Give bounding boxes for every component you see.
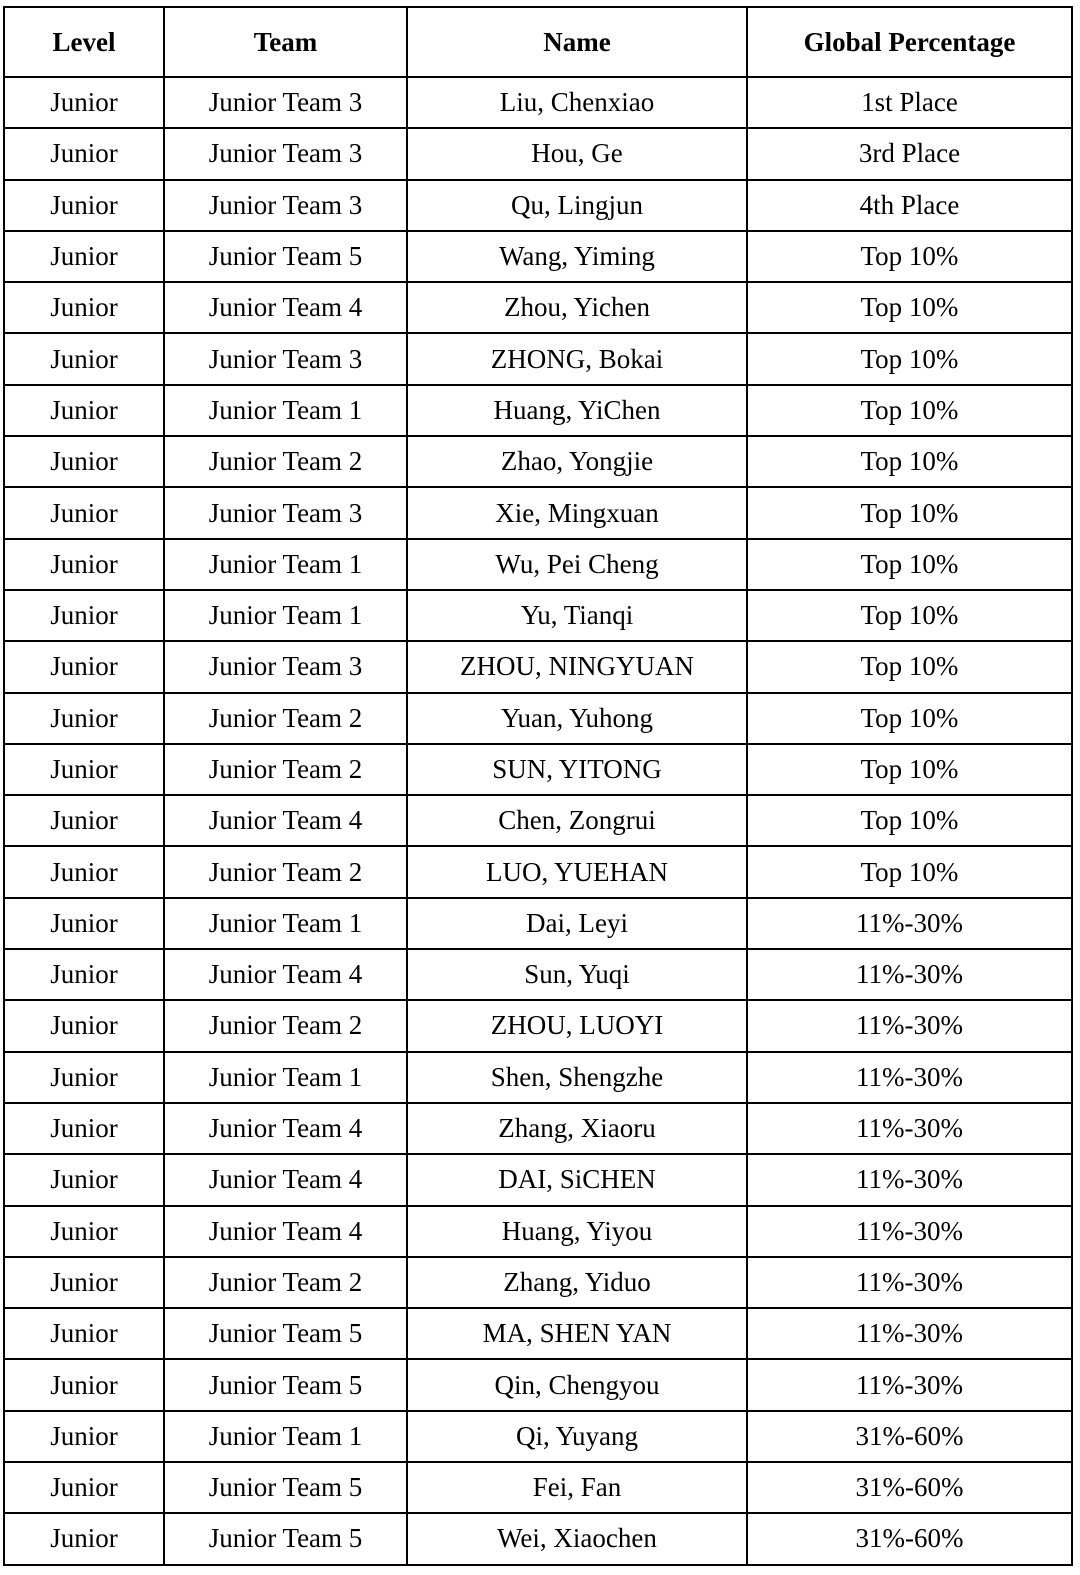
cell-team: Junior Team 3 [164,77,407,128]
cell-name: Shen, Shengzhe [407,1052,747,1103]
cell-team: Junior Team 5 [164,231,407,282]
table-body [4,77,1072,1565]
header-global-percentage: Global Percentage [747,7,1072,77]
cell-team: Junior Team 4 [164,1154,407,1205]
table-row [4,1257,1072,1308]
cell-name: MA, SHEN YAN [407,1308,747,1359]
cell-team: Junior Team 4 [164,949,407,1000]
cell-team: Junior Team 4 [164,1206,407,1257]
cell-name: ZHONG, Bokai [407,333,747,384]
cell-global-percentage: Top 10% [747,641,1072,692]
table-row [4,795,1072,846]
cell-name: Chen, Zongrui [407,795,747,846]
cell-team: Junior Team 4 [164,282,407,333]
cell-global-percentage: Top 10% [747,487,1072,538]
cell-level: Junior [4,436,164,487]
cell-global-percentage: Top 10% [747,436,1072,487]
cell-global-percentage: Top 10% [747,385,1072,436]
table-row [4,846,1072,897]
table-row [4,1308,1072,1359]
cell-level: Junior [4,282,164,333]
cell-global-percentage: 1st Place [747,77,1072,128]
cell-name: LUO, YUEHAN [407,846,747,897]
cell-level: Junior [4,1513,164,1564]
cell-global-percentage: Top 10% [747,231,1072,282]
table-row [4,180,1072,231]
cell-level: Junior [4,1257,164,1308]
cell-name: DAI, SiCHEN [407,1154,747,1205]
cell-level: Junior [4,1308,164,1359]
results-table [3,6,1073,1566]
cell-global-percentage: 11%-30% [747,898,1072,949]
table-row [4,1000,1072,1051]
cell-global-percentage: 31%-60% [747,1411,1072,1462]
cell-global-percentage: 11%-30% [747,1359,1072,1410]
cell-global-percentage: 11%-30% [747,1206,1072,1257]
cell-team: Junior Team 1 [164,385,407,436]
cell-level: Junior [4,1154,164,1205]
table-row [4,590,1072,641]
cell-global-percentage: 11%-30% [747,1308,1072,1359]
table-row [4,77,1072,128]
cell-team: Junior Team 1 [164,1052,407,1103]
cell-level: Junior [4,693,164,744]
cell-team: Junior Team 3 [164,333,407,384]
table-row [4,1154,1072,1205]
table-row [4,641,1072,692]
cell-team: Junior Team 5 [164,1462,407,1513]
cell-name: Zhang, Xiaoru [407,1103,747,1154]
cell-level: Junior [4,1411,164,1462]
cell-team: Junior Team 2 [164,846,407,897]
cell-global-percentage: Top 10% [747,795,1072,846]
cell-global-percentage: Top 10% [747,539,1072,590]
cell-name: Liu, Chenxiao [407,77,747,128]
cell-name: Zhou, Yichen [407,282,747,333]
cell-level: Junior [4,333,164,384]
cell-team: Junior Team 2 [164,1000,407,1051]
table-row [4,1513,1072,1564]
cell-name: Huang, Yiyou [407,1206,747,1257]
cell-name: ZHOU, NINGYUAN [407,641,747,692]
cell-name: Huang, YiChen [407,385,747,436]
table-row [4,1052,1072,1103]
cell-global-percentage: 3rd Place [747,128,1072,179]
cell-global-percentage: 11%-30% [747,1103,1072,1154]
cell-global-percentage: 31%-60% [747,1513,1072,1564]
cell-level: Junior [4,795,164,846]
cell-level: Junior [4,1000,164,1051]
table-row [4,128,1072,179]
cell-level: Junior [4,128,164,179]
cell-team: Junior Team 5 [164,1308,407,1359]
cell-team: Junior Team 3 [164,180,407,231]
cell-level: Junior [4,641,164,692]
header-row [4,7,1072,77]
cell-name: Fei, Fan [407,1462,747,1513]
cell-name: SUN, YITONG [407,744,747,795]
cell-level: Junior [4,590,164,641]
cell-global-percentage: 31%-60% [747,1462,1072,1513]
cell-level: Junior [4,1052,164,1103]
cell-team: Junior Team 2 [164,436,407,487]
cell-name: Qin, Chengyou [407,1359,747,1410]
cell-global-percentage: 11%-30% [747,1000,1072,1051]
cell-level: Junior [4,744,164,795]
cell-team: Junior Team 1 [164,1411,407,1462]
table-row [4,1462,1072,1513]
cell-global-percentage: Top 10% [747,744,1072,795]
cell-team: Junior Team 2 [164,693,407,744]
cell-level: Junior [4,487,164,538]
cell-global-percentage: Top 10% [747,333,1072,384]
cell-level: Junior [4,385,164,436]
cell-name: Wang, Yiming [407,231,747,282]
table-row [4,282,1072,333]
cell-level: Junior [4,539,164,590]
table-header [4,7,1072,77]
table-row [4,949,1072,1000]
cell-global-percentage: 11%-30% [747,1052,1072,1103]
cell-global-percentage: 11%-30% [747,1257,1072,1308]
cell-global-percentage: Top 10% [747,590,1072,641]
cell-name: Zhang, Yiduo [407,1257,747,1308]
table-row [4,487,1072,538]
cell-level: Junior [4,1462,164,1513]
table-row [4,693,1072,744]
cell-level: Junior [4,898,164,949]
header-level: Level [4,7,164,77]
cell-name: Qu, Lingjun [407,180,747,231]
cell-name: Sun, Yuqi [407,949,747,1000]
cell-level: Junior [4,846,164,897]
cell-name: Xie, Mingxuan [407,487,747,538]
cell-team: Junior Team 5 [164,1359,407,1410]
cell-name: Wu, Pei Cheng [407,539,747,590]
table-row [4,1103,1072,1154]
cell-team: Junior Team 2 [164,744,407,795]
table-row [4,231,1072,282]
cell-team: Junior Team 1 [164,539,407,590]
table-row [4,744,1072,795]
cell-team: Junior Team 5 [164,1513,407,1564]
cell-name: Yuan, Yuhong [407,693,747,744]
cell-name: ZHOU, LUOYI [407,1000,747,1051]
cell-level: Junior [4,1103,164,1154]
table-row [4,436,1072,487]
cell-global-percentage: Top 10% [747,282,1072,333]
cell-name: Hou, Ge [407,128,747,179]
cell-level: Junior [4,1206,164,1257]
cell-team: Junior Team 2 [164,1257,407,1308]
header-team: Team [164,7,407,77]
cell-team: Junior Team 1 [164,898,407,949]
cell-name: Yu, Tianqi [407,590,747,641]
table-row [4,385,1072,436]
cell-global-percentage: Top 10% [747,693,1072,744]
cell-team: Junior Team 1 [164,590,407,641]
cell-name: Wei, Xiaochen [407,1513,747,1564]
cell-team: Junior Team 3 [164,641,407,692]
cell-level: Junior [4,1359,164,1410]
table-row [4,539,1072,590]
cell-global-percentage: 4th Place [747,180,1072,231]
cell-team: Junior Team 4 [164,1103,407,1154]
cell-global-percentage: Top 10% [747,846,1072,897]
table-row [4,1359,1072,1410]
table-row [4,1206,1072,1257]
cell-level: Junior [4,949,164,1000]
table-row [4,333,1072,384]
cell-global-percentage: 11%-30% [747,949,1072,1000]
cell-level: Junior [4,180,164,231]
header-name: Name [407,7,747,77]
cell-team: Junior Team 3 [164,487,407,538]
cell-team: Junior Team 4 [164,795,407,846]
cell-global-percentage: 11%-30% [747,1154,1072,1205]
cell-team: Junior Team 3 [164,128,407,179]
cell-name: Dai, Leyi [407,898,747,949]
cell-level: Junior [4,77,164,128]
cell-level: Junior [4,231,164,282]
table-row [4,898,1072,949]
cell-name: Zhao, Yongjie [407,436,747,487]
cell-name: Qi, Yuyang [407,1411,747,1462]
table-row [4,1411,1072,1462]
